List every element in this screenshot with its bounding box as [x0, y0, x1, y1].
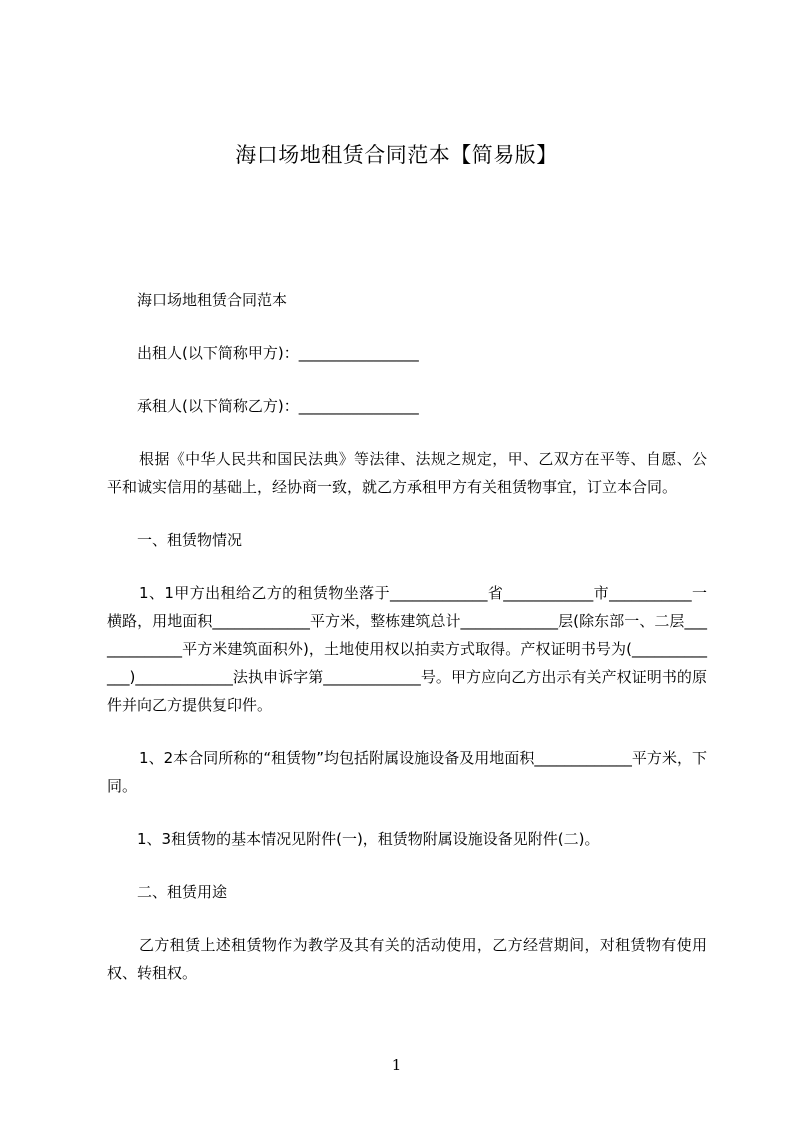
preamble-paragraph: 根据《中华人民共和国民法典》等法律、法规之规定，甲、乙双方在平等、自愿、公平和诚实信用的基础上，经协商一致，就乙方承租甲方有关租赁物事宜，订立本合同。	[107, 450, 707, 496]
section-heading-leased-property: 一、租赁物情况	[137, 531, 243, 549]
document-body	[107, 286, 707, 1012]
lessor-line: 出租人(以下简称甲方)：________________	[137, 344, 419, 362]
page-title: 海口场地租赁合同范本【简易版】	[235, 143, 558, 167]
clause-1-3: 1、3租赁物的基本情况见附件(一)，租赁物附属设施设备见附件(二)。	[137, 830, 600, 848]
clause-1-1: 1、1甲方出租给乙方的租赁物坐落于_____________省____________市___________一横路，用地面积_____________平方米，整栋建筑总计_____________层(除东部一、二层_____________平方米建筑面积外)，土地使用权以拍卖方式取得。产权证明书号为(_____________)_____________法执申诉字第_____________号。甲方应向乙方出示有关产权证明书的原件并向乙方提供复印件。	[107, 584, 707, 714]
page-number: 1	[391, 1056, 402, 1074]
contract-subtitle: 海口场地租赁合同范本	[137, 291, 288, 309]
purpose-paragraph: 乙方租赁上述租赁物作为教学及其有关的活动使用，乙方经营期间，对租赁物有使用权、转租权。	[107, 936, 707, 982]
clause-1-2: 1、2本合同所称的“租赁物”均包括附属设施设备及用地面积_____________平方米，下同。	[107, 749, 707, 795]
lessee-line: 承租人(以下简称乙方)：________________	[137, 397, 419, 415]
section-heading-lease-purpose: 二、租赁用途	[137, 883, 228, 901]
